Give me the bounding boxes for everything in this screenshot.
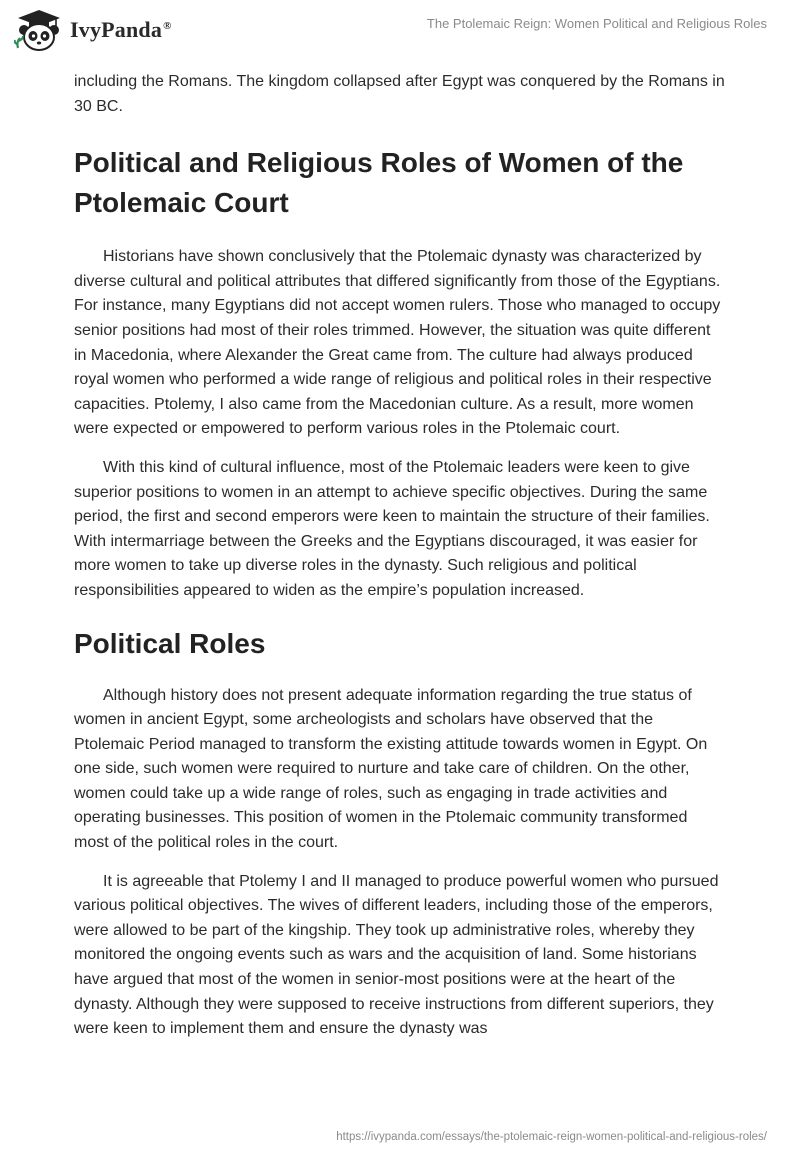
panda-graduate-icon	[14, 8, 64, 52]
paragraph: With this kind of cultural influence, most of the Ptolemaic leaders were keen to give superior positions to women in an attempt to achieve specific objectives. During the same period, the first and second emperors were keen to maintain the structure of their families. With intermarriage between the Greeks and the Egyptians discouraged, it was easier for more women to take up diverse roles in the dynasty. Such religious and political responsibilities appeared to widen as the empire’s population increased.	[74, 458, 710, 599]
document-title: The Ptolemaic Reign: Women Political and Religious Roles	[426, 16, 767, 31]
ivypanda-logo[interactable]	[14, 8, 172, 52]
paragraph: It is agreeable that Ptolemy I and II managed to produce powerful women who pursued various political objectives. The wives of different leaders, including those of the emperors, were allowed to be part of the kingship. They took up administrative roles, whereby they monitored the ongoing events such as wars and the acquisition of land. Some historians have argued that most of the women in senior-most positions were at the heart of the dynasty. Although they were supposed to receive instructions from different superiors, they were keen to implement them and ensure the dynasty was	[74, 872, 719, 1038]
page-header	[0, 0, 800, 62]
paragraph: Although history does not present adequate information regarding the true status of women in ancient Egypt, some archeologists and scholars have observed that the Ptolemaic Period managed to transform the existing attitude towards women in Egypt. On one side, such women were required to nurture and take care of children. On the other, women could take up a wide range of roles, such as engaging in trade activities and operating businesses. This position of women in the Ptolemaic community transformed most of the political roles in the court.	[74, 686, 708, 852]
essay-content	[74, 70, 726, 1056]
brand-name: IvyPanda®	[70, 17, 172, 42]
section-heading-political-religious-roles: Political and Religious Roles of Women of the Ptolemaic Court	[74, 147, 684, 219]
intro-paragraph: including the Romans. The kingdom collapsed after Egypt was conquered by the Romans in 30 BC.	[74, 73, 725, 115]
footer-source-url[interactable]: https://ivypanda.com/essays/the-ptolemaic-reign-women-political-and-religious-roles/	[336, 1131, 767, 1143]
section-heading-political-roles: Political Roles	[74, 627, 266, 659]
registered-mark: ®	[163, 19, 172, 32]
paragraph: Historians have shown conclusively that the Ptolemaic dynasty was characterized by diverse cultural and political attributes that differed significantly from those of the Egyptians. For instance, many Egyptians did not accept women rulers. Those who managed to occupy senior positions had most of their roles trimmed. However, the situation was quite different in Macedonia, where Alexander the Great came from. The culture had always produced royal women who performed a wide range of religious and political roles in their respective capacities. Ptolemy, I also came from the Macedonian culture. As a result, more women were expected or empowered to perform various roles in the Ptolemaic court.	[74, 248, 721, 438]
